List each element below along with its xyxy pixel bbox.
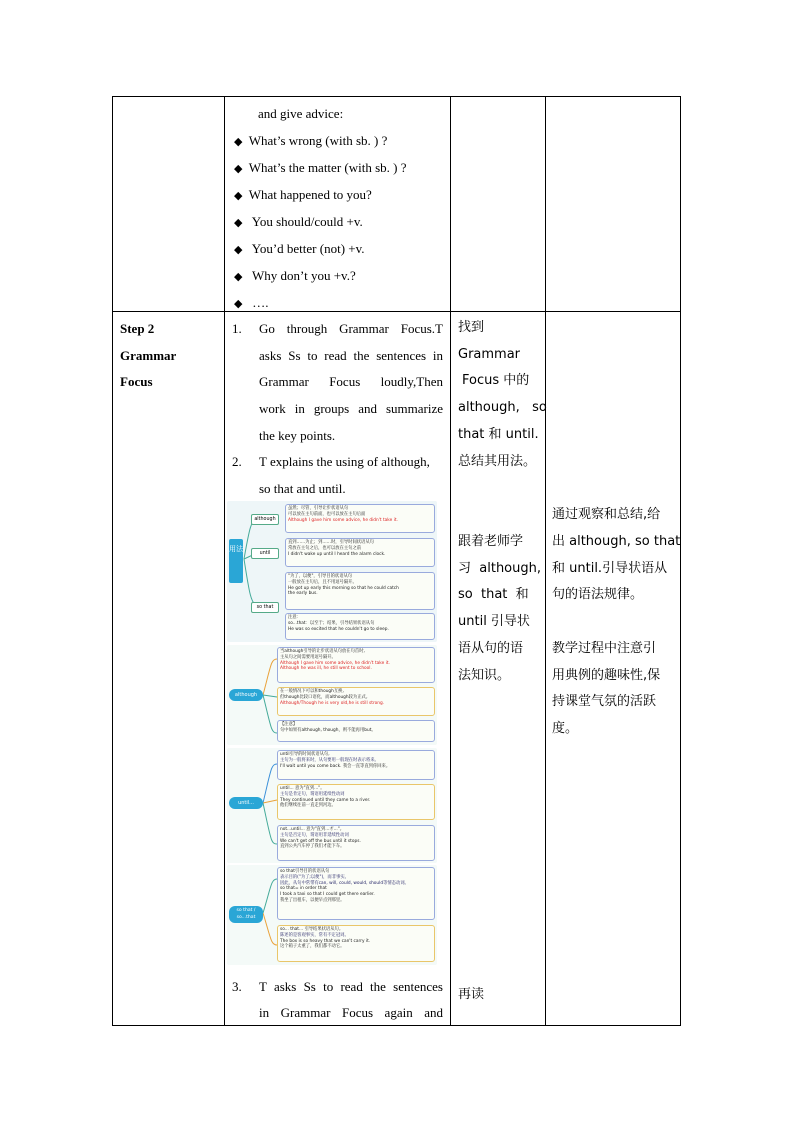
column-divider bbox=[545, 97, 546, 1025]
advice-intro: and give advice: bbox=[258, 106, 344, 121]
mindmap-note: 【注意】 句中如果有although, though，则不能再用but。 bbox=[277, 720, 435, 742]
student-activity: 找到 bbox=[458, 320, 485, 335]
mindmap-note: until引导的时间状语从句, 主句为一般将来时，从句要用一般现在时表示将来。 I'll wait until you come back. 我会一直等直到你回来。 bbox=[277, 750, 435, 780]
mindmap-node: until bbox=[251, 548, 279, 559]
item-text: in Grammar Focus again and bbox=[259, 1005, 443, 1020]
step-title: Focus bbox=[120, 374, 153, 389]
step-title: Step 2 bbox=[120, 321, 155, 336]
student-activity: 语从句的语 bbox=[458, 641, 524, 656]
item-number: 3. bbox=[232, 979, 242, 994]
item-text: the key points. bbox=[259, 428, 336, 443]
mindmap-note: 在一般情况下可以和though互换, 但though比较口语化，而although较为正式。 Although/Though he is very old,he is still strong. bbox=[277, 687, 435, 716]
mindmap-hub: although bbox=[229, 689, 263, 701]
mindmap-hub: until... bbox=[229, 797, 263, 809]
diamond-bullet-icon: ◆ bbox=[234, 271, 243, 283]
row-divider bbox=[113, 311, 680, 312]
item-text: T explains the using of although, bbox=[259, 454, 430, 469]
advice-item: ◆ You should/could +v. bbox=[234, 214, 363, 229]
item-text: Go through Grammar Focus.T bbox=[259, 321, 443, 336]
item-text: asks Ss to read the sentences in bbox=[259, 348, 443, 363]
mindmap-so-that bbox=[227, 865, 437, 965]
mindmap-note: not...until... 意为"直到...才..."。 主句是否定句，谓语用非延续性动词 We can't get off the bus until it stops. 直到公共汽车停了我们才能下车。 bbox=[277, 825, 435, 861]
design-purpose: 通过观察和总结,给 bbox=[552, 507, 661, 522]
mindmap-note: 直到……为止；到……时，引导时间状语从句 常放在主句之后，也可以放在主句之前 I didn't wake up until I heard the alarm clock. bbox=[285, 538, 435, 567]
diamond-bullet-icon: ◆ bbox=[234, 163, 243, 175]
mindmap-note: 注意： so...that：以至于；结果，引导结果状语从句 He was so excited that he couldn't go to sleep. bbox=[285, 613, 435, 640]
mindmap-usage bbox=[227, 501, 437, 642]
mindmap-note: so that引导目的状语从句 表示目的("为了;以便")，而非事实。 因此，从句中常带有can, will, could, would, should等情态动词。 so that= in order that I took a taxi so that I could get there earlier. 我坐了出租车，以便早点到那里。 bbox=[277, 867, 435, 920]
student-activity: Grammar bbox=[458, 347, 521, 362]
advice-item: ◆ What’s the matter (with sb. ) ? bbox=[234, 160, 407, 175]
mindmap-note: 当although引导的让步状语从句放在句首时, 主从句之间需要用逗号隔开。 Although I gave him some advice, he didn't take it. Although he was ill, he still went to school. bbox=[277, 647, 435, 683]
item-text: work in groups and summarize bbox=[259, 401, 443, 416]
diamond-bullet-icon: ◆ bbox=[234, 217, 243, 229]
item-number: 2. bbox=[232, 454, 242, 469]
mindmap-note: "为了，以便"，引导目的状语从句 一般放在主句后，且不用逗号隔开。 He got up early this morning so that he could catch the early bus. bbox=[285, 572, 435, 610]
design-purpose: 出 although, so that bbox=[552, 534, 681, 549]
mindmap-note: so... that... 引导结果状语从句。 陈述的是客观事实，常有不定冠词。 The box is so heavy that we can't carry it. 这个箱子太重了，我们都不动它。 bbox=[277, 925, 435, 962]
student-activity: 再读 bbox=[458, 987, 485, 1002]
design-purpose: 和 until.引导状语从 bbox=[552, 561, 668, 576]
advice-item: ◆ What’s wrong (with sb. ) ? bbox=[234, 133, 388, 148]
column-divider bbox=[224, 97, 225, 1025]
item-text: Grammar Focus loudly,Then bbox=[259, 374, 443, 389]
mindmap-node: although bbox=[251, 514, 279, 525]
advice-item: ◆ Why don’t you +v.? bbox=[234, 268, 356, 283]
design-purpose: 度。 bbox=[552, 721, 579, 736]
column-divider bbox=[450, 97, 451, 1025]
item-text: so that and until. bbox=[259, 481, 346, 496]
design-purpose: 持课堂气氛的活跃 bbox=[552, 694, 657, 709]
step-title: Grammar bbox=[120, 348, 177, 363]
student-activity: 法知识。 bbox=[458, 668, 511, 683]
mindmap-note: 虽然；尽管，引导让步状语从句 可以放在主句前面，也可以放在主句后面 Although I gave him some advice, he didn't take it. bbox=[285, 504, 435, 533]
student-activity: although, so bbox=[458, 400, 547, 415]
advice-item: ◆ …. bbox=[234, 295, 269, 310]
diamond-bullet-icon: ◆ bbox=[234, 136, 243, 148]
diamond-bullet-icon: ◆ bbox=[234, 190, 243, 202]
item-text: T asks Ss to read the sentences bbox=[259, 979, 443, 994]
student-activity: until 引导状 bbox=[458, 614, 530, 629]
student-activity: that 和 until. bbox=[458, 427, 539, 442]
diamond-bullet-icon: ◆ bbox=[234, 244, 243, 256]
mindmap-node: so that bbox=[251, 602, 279, 613]
student-activity: 习 although, bbox=[458, 561, 541, 576]
mindmap-note: until... 意为"直到..."。 主句是肯定句，谓语用延续性动词 They continued until they came to a river. 他们继续往前一直走到河边。 bbox=[277, 784, 435, 820]
item-number: 1. bbox=[232, 321, 242, 336]
student-activity: 跟着老师学 bbox=[458, 534, 524, 549]
mindmap-although bbox=[227, 645, 437, 745]
mindmap-hub: so that / so...that bbox=[229, 906, 263, 923]
design-purpose: 教学过程中注意引 bbox=[552, 641, 657, 656]
advice-item: ◆ What happened to you? bbox=[234, 187, 372, 202]
mindmap-hub: 用法 bbox=[229, 539, 243, 583]
design-purpose: 用典例的趣味性,保 bbox=[552, 668, 661, 683]
diamond-bullet-icon: ◆ bbox=[234, 298, 243, 310]
advice-item: ◆ You’d better (not) +v. bbox=[234, 241, 365, 256]
student-activity: so that 和 bbox=[458, 587, 529, 602]
design-purpose: 句的语法规律。 bbox=[552, 587, 644, 602]
student-activity: Focus 中的 bbox=[462, 373, 530, 388]
student-activity: 总结其用法。 bbox=[458, 454, 537, 469]
mindmap-until bbox=[227, 748, 437, 863]
